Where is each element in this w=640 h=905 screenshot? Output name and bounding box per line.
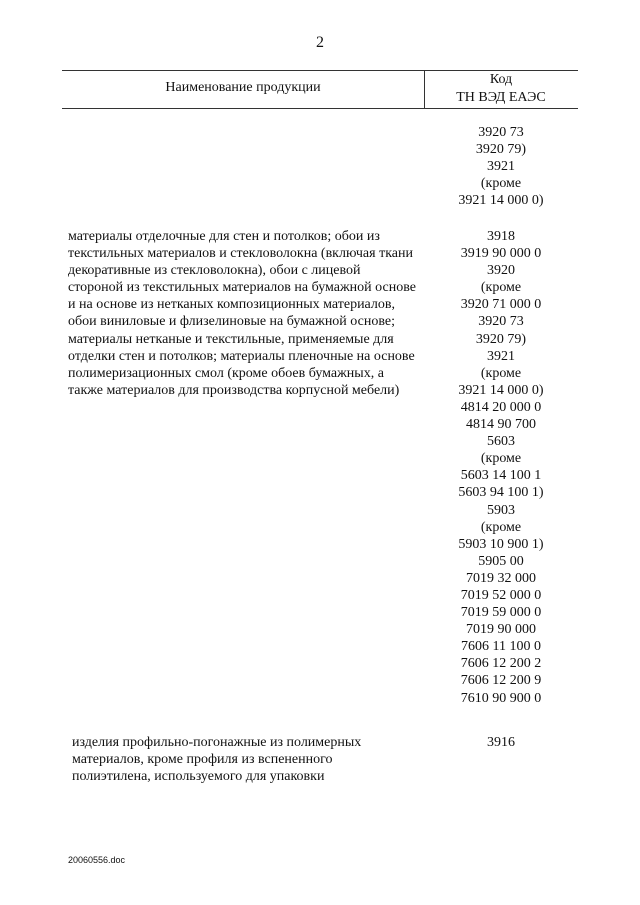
tnved-code: 4814 20 000 0 — [460, 399, 542, 415]
tnved-code: 7606 12 200 2 — [460, 656, 542, 672]
tnved-code: 5603 94 100 1) — [458, 485, 544, 501]
footer-filename: 20060556.doc — [68, 855, 126, 865]
tnved-code: (кроме — [480, 519, 522, 535]
tnved-code: 3920 73 — [478, 125, 524, 140]
column-header-code-line1: Код — [489, 72, 513, 87]
tnved-code: 3920 73 — [478, 314, 524, 330]
tnved-code: 7606 12 200 9 — [460, 673, 542, 689]
tnved-code: 3921 — [487, 348, 515, 364]
tnved-code: 3916 — [487, 735, 515, 750]
product-codes — [424, 734, 578, 751]
tnved-code: 7019 52 000 0 — [460, 587, 542, 603]
column-header-code — [424, 71, 578, 107]
tnved-code: 7606 11 100 0 — [461, 639, 541, 655]
product-codes — [424, 228, 578, 707]
tnved-code: 3919 90 000 0 — [460, 246, 542, 262]
product-name: материалы отделочные для стен и потолков; обои из текстильных материалов и стекловолокна (включая ткани декоративные из стекловолокна), обои с лицевой стороной из текстильных материалов на бумажной основе и на основе из нетканых композиционных материалов, обои виниловые и флизелиновые на бумажной основе; материалы нетканые и текстильные, применяемые для отделки стен и потолков; материалы пленочные на основе полимеризационных смол (кроме обоев бумажных, а также материалов для производства корпусной мебели) — [68, 229, 416, 398]
product-name: изделия профильно-погонажные из полимерных материалов, кроме профиля из вспененного полиэтилена, используемого для упаковки — [72, 735, 362, 785]
tnved-code: 7019 59 000 0 — [460, 605, 542, 621]
tnved-code: 5603 14 100 1 — [460, 468, 542, 484]
tnved-code: 3921 14 000 0) — [458, 193, 544, 209]
tnved-code: (кроме — [480, 280, 522, 296]
tnved-code: 7019 90 000 — [466, 622, 536, 638]
tnved-code: 3918 — [487, 229, 515, 244]
tnved-code: (кроме — [480, 451, 522, 467]
tnved-code: 5903 10 900 1) — [458, 536, 544, 552]
tnved-code: 3920 79) — [475, 331, 527, 347]
tnved-code: 3920 — [487, 263, 515, 279]
table-header-bottom-rule — [62, 108, 578, 109]
tnved-code: 5903 — [487, 502, 515, 518]
column-header-code-line2: ТН ВЭД ЕАЭС — [456, 90, 546, 105]
tnved-code: (кроме — [480, 176, 522, 192]
page-number: 2 — [316, 34, 324, 51]
tnved-code: 4814 90 700 — [466, 417, 536, 433]
tnved-code: 5905 00 — [478, 553, 524, 569]
product-codes — [424, 124, 578, 209]
tnved-code: 7610 90 900 0 — [460, 690, 542, 706]
tnved-code: 3920 79) — [475, 142, 527, 158]
tnved-code: 3921 14 000 0) — [458, 382, 544, 398]
tnved-code: 3920 71 000 0 — [460, 297, 542, 313]
tnved-code: 7019 32 000 — [466, 570, 536, 586]
tnved-code: (кроме — [480, 365, 522, 381]
column-header-name: Наименование продукции — [165, 80, 321, 95]
tnved-code: 5603 — [487, 434, 515, 450]
tnved-code: 3921 — [487, 159, 515, 175]
